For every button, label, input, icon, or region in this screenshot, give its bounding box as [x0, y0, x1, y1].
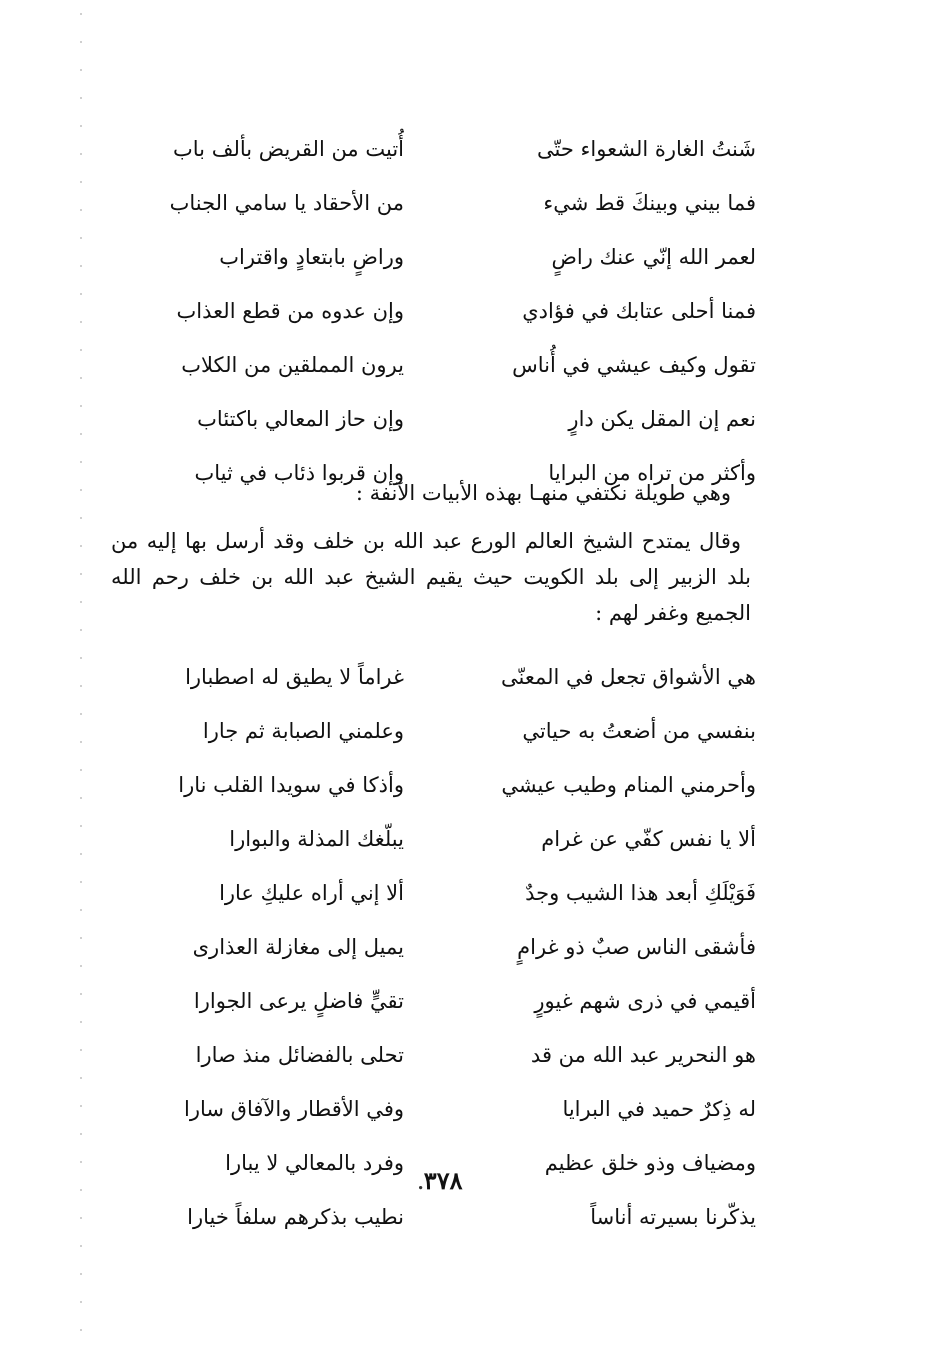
second-hemistich: من الأحقاد يا سامي الجناب — [169, 191, 404, 215]
verse-line — [112, 758, 772, 812]
verse-line — [112, 812, 772, 866]
verse-line — [112, 176, 772, 230]
verse-line — [112, 650, 772, 704]
second-hemistich: وإن قربوا ذئاب في ثياب — [194, 461, 404, 485]
second-hemistich: وإن حاز المعالي باكتئاب — [197, 407, 404, 431]
second-hemistich: وفرد بالمعالي لا يبارا — [225, 1151, 404, 1175]
page-number-text: ٣٧٨ — [423, 1166, 463, 1195]
second-hemistich: يرون المملقين من الكلاب — [181, 353, 404, 377]
second-hemistich: يبلّغك المذلة والبوارا — [229, 827, 404, 851]
verse-line — [112, 1082, 772, 1136]
second-hemistich: أُتيت من القريض بألف باب — [173, 137, 404, 161]
page-number-dot: . — [417, 1173, 424, 1194]
first-hemistich: هو النحرير عبد الله من قد — [530, 1043, 756, 1067]
second-hemistich: يميل إلى مغازلة العذارى — [192, 935, 404, 959]
second-hemistich: ألا إني أراه عليكِ عارا — [219, 881, 404, 905]
verse-line — [112, 1028, 772, 1082]
verse-line — [112, 284, 772, 338]
second-hemistich: تقيٍّ فاضلٍ يرعى الجوارا — [193, 989, 404, 1013]
first-hemistich: شَنتُ الغارة الشعواء حتّى — [537, 137, 756, 161]
first-hemistich: نعم إن المقل يكن دارٍ — [568, 407, 756, 431]
second-hemistich: وإن عدوه من قطع العذاب — [176, 299, 404, 323]
verse-line — [112, 974, 772, 1028]
second-hemistich: تحلى بالفضائل منذ صارا — [195, 1043, 404, 1067]
first-hemistich: فَوَيْلَكِ أبعد هذا الشيب وجدٌ — [525, 881, 756, 905]
prose-text: وهي طويلة نكتفي منهـا بهذه الأبيات الآنفة : — [355, 481, 731, 505]
first-hemistich: هي الأشواق تجعل في المعنّى — [501, 665, 756, 689]
verse-line — [112, 920, 772, 974]
first-hemistich: ومضياف وذو خلق عظيم — [544, 1151, 756, 1175]
first-hemistich: فما بيني وبينكَ قط شيء — [543, 191, 756, 215]
second-hemistich: وأذكا في سويدا القلب نارا — [178, 773, 404, 797]
first-hemistich: له ذِكرٌ حميد في البرايا — [562, 1097, 756, 1121]
second-hemistich: وعلمني الصبابة ثم جارا — [202, 719, 404, 743]
verse-line — [112, 1190, 772, 1244]
scan-margin-dots — [80, 0, 82, 1356]
prose-paragraph-1 — [181, 475, 741, 511]
prose-text: وقال يمتدح الشيخ العالم الورع عبد الله بن خلف وقد أرسل بها إليه من بلد الزبير إلى بلد الكويت حيث يقيم الشيخ عبد الله بن خلف رحم الله الجميع وغفر لهم : — [111, 529, 751, 625]
first-hemistich: أقيمي في ذرى شهم غيورٍ — [534, 989, 756, 1013]
first-hemistich: وأكثر من تراه من البرايا — [548, 461, 756, 485]
first-hemistich: وأحرمني المنام وطيب عيشي — [501, 773, 756, 797]
second-hemistich: وفي الأقطار والآفاق سارا — [184, 1097, 404, 1121]
first-hemistich: ألا يا نفس كفّي عن غرام — [541, 827, 756, 851]
verse-line — [112, 392, 772, 446]
verse-line — [112, 230, 772, 284]
verse-line — [112, 338, 772, 392]
verse-line — [112, 866, 772, 920]
prose-paragraph-2 — [111, 523, 751, 631]
first-hemistich: فمنا أحلى عتابك في فؤادي — [522, 299, 756, 323]
page-number — [385, 1166, 495, 1195]
second-hemistich: وراضٍ بابتعادٍ واقتراب — [219, 245, 404, 269]
second-hemistich: غراماً لا يطيق له اصطبارا — [185, 665, 404, 689]
first-hemistich: فأشقى الناس صبٌ ذو غرامٍ — [517, 935, 756, 959]
verse-line — [112, 122, 772, 176]
first-hemistich: لعمر الله إنّي عنك راضٍ — [551, 245, 756, 269]
first-hemistich: بنفسي من أضعتُ به حياتي — [522, 719, 756, 743]
first-hemistich: تقول وكيف عيشي في أُناس — [512, 353, 756, 377]
first-hemistich: يذكّرنا بسيرته أناساً — [590, 1205, 756, 1229]
verse-line — [112, 704, 772, 758]
second-hemistich: نطيب بذكرهم سلفاً خيارا — [187, 1205, 404, 1229]
poem-block-2 — [112, 650, 772, 1244]
poem-block-1 — [112, 122, 772, 500]
